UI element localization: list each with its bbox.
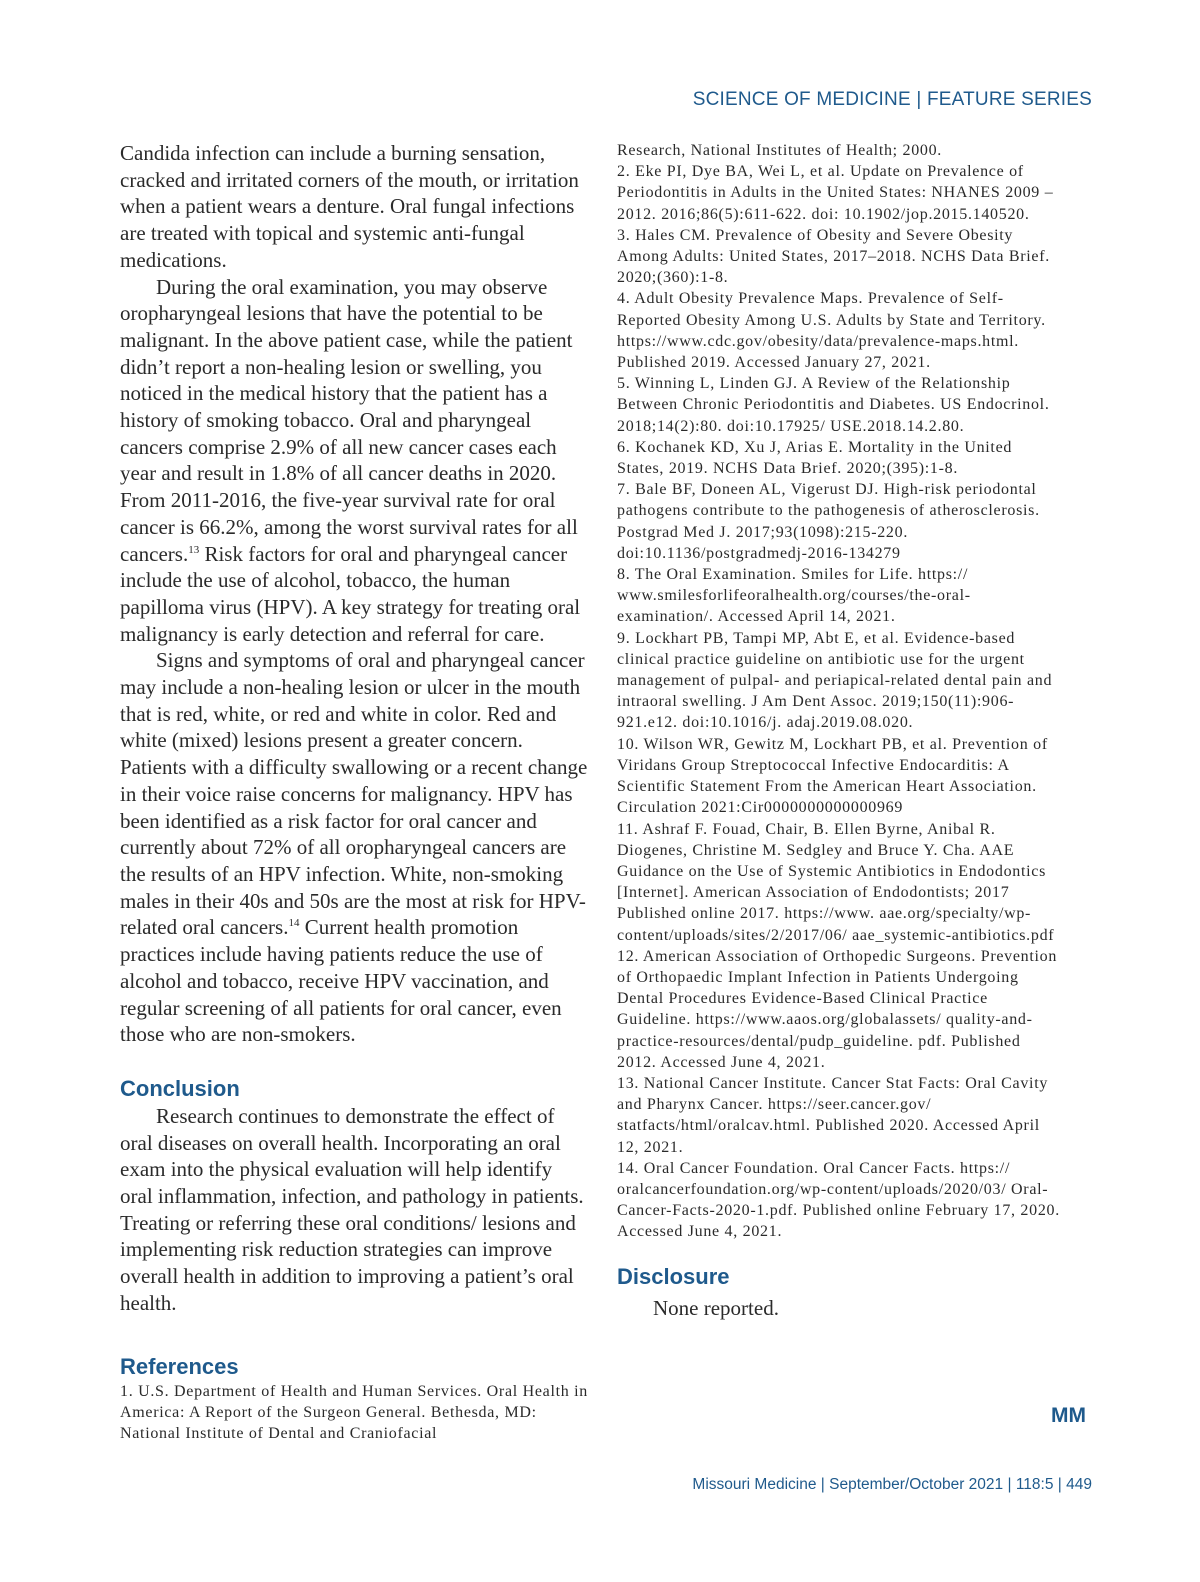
reference-item: Research, National Institutes of Health; 2000.: [617, 142, 943, 159]
right-column: [617, 140, 1062, 1322]
page-footer: [692, 1476, 1092, 1494]
citation-superscript: 14: [288, 917, 300, 930]
reference-item: 6. Kochanek KD, Xu J, Arias E. Mortality in the United States, 2019. NCHS Data Brief. 2020;(395):1-8.: [617, 438, 1013, 478]
reference-item: 4. Adult Obesity Prevalence Maps. Prevalence of Self-Reported Obesity Among U.S. Adults by State and Territory. https://www.cdc.gov/obesity/data/prevalence-maps.html. Published 2019. Accessed January 27, 2021.: [617, 290, 1046, 372]
footer-journal: Missouri Medicine: [692, 1476, 817, 1493]
reference-item: 10. Wilson WR, Gewitz M, Lockhart PB, et al. Prevention of Viridans Group Streptococcal Infective Endocarditis: A Scientific Statement From the American Heart Association. Circulation 2021:Cir0000000000000969: [617, 735, 1048, 817]
page-number: 449: [1066, 1476, 1092, 1493]
header-series: FEATURE SERIES: [926, 89, 1092, 110]
reference-item: 9. Lockhart PB, Tampi MP, Abt E, et al. Evidence-based clinical practice guideline on antibiotic use for the urgent management of pulpal- and periapical-related dental pain and intraoral swelling. J Am Dent Assoc. 2019;150(11):906-921.e12. doi:10.1016/j. adaj.2019.08.020.: [617, 629, 1053, 732]
body-paragraph: Signs and symptoms of oral and pharyngeal cancer may include a non-healing lesion or ulcer in the mouth that is red, white, or red and white in color. Red and white (mixed) lesions present a greater concern. Patients with a difficulty swallowing or a recent change in their voice raise concerns for malignancy. HPV has been identified as a risk factor for oral cancer and currently about 72% of all oropharyngeal cancers are the results of an HPV infection. White, non-smoking males in their 40s and 50s are the most at risk for HPV-related oral cancers.$^{14}$ Current health promotion practices include having patients reduce the use of alcohol and tobacco, receive HPV vaccination, and regular screening of all patients for oral cancer, even those who are non-smokers.: [120, 648, 588, 1047]
disclosure-heading: Disclosure: [617, 1263, 730, 1289]
footer-separator: |: [1007, 1476, 1012, 1493]
reference-item: 3. Hales CM. Prevalence of Obesity and Severe Obesity Among Adults: United States, 2017–2018. NCHS Data Brief. 2020;(360):1-8.: [617, 226, 1050, 287]
header-separator: |: [916, 89, 922, 110]
footer-issue: September/October 2021: [829, 1476, 1004, 1493]
references-list-right: [617, 140, 1062, 1243]
footer-separator: |: [820, 1476, 825, 1493]
reference-item: 14. Oral Cancer Foundation. Oral Cancer Facts. https:// oralcancerfoundation.org/wp-content/uploads/2020/03/ Oral-Cancer-Facts-2020-1.pdf. Published online February 17, 2020. Accessed June 4, 2021.: [617, 1159, 1060, 1241]
reference-item: 13. National Cancer Institute. Cancer Stat Facts: Oral Cavity and Pharynx Cancer. https://seer.cancer.gov/ statfacts/html/oralcav.html. Published 2020. Accessed April 12, 2021.: [617, 1074, 1049, 1156]
reference-item: 5. Winning L, Linden GJ. A Review of the Relationship Between Chronic Periodontitis and Diabetes. US Endocrinol. 2018;14(2):80. doi:10.17925/ USE.2018.14.2.80.: [617, 375, 1050, 435]
end-mark: MM: [1051, 1404, 1086, 1427]
left-column: [120, 140, 590, 1444]
body-paragraph: During the oral examination, you may observe oropharyngeal lesions that have the potential to be malignant. In the above patient case, while the patient didn’t report a non-healing lesion or swelling, you noticed in the medical history that the patient has a history of smoking tobacco. Oral and pharyngeal cancers comprise 2.9% of all new cancer cases each year and result in 1.8% of all cancer deaths in 2020. From 2011-2016, the five-year survival rate for oral cancer is 66.2%, among the worst survival rates for all cancers.$^{13}$ Risk factors for oral and pharyngeal cancer include the use of alcohol, tobacco, the human papilloma virus (HPV). A key strategy for treating oral malignancy is early detection and referral for care.: [120, 274, 581, 646]
reference-item: 8. The Oral Examination. Smiles for Life. https:// www.smilesforlifeoralhealth.org/courses/the-oral-examination/. Accessed April 14, 2021.: [617, 566, 971, 626]
running-header: [693, 89, 1092, 111]
conclusion-paragraph: Research continues to demonstrate the effect of oral diseases on overall health. Incorporating an oral exam into the physical evaluation will help identify oral inflammation, infection, and pathology in patients. Treating or referring these oral conditions/ lesions and implementing risk reduction strategies can improve overall health in addition to improving a patient’s oral health.: [120, 1103, 584, 1315]
footer-separator: |: [1057, 1476, 1062, 1493]
references-list-left: [120, 1381, 590, 1445]
footer-volume: 118:5: [1015, 1476, 1054, 1493]
citation-superscript: 13: [188, 543, 200, 556]
header-section: SCIENCE OF MEDICINE: [692, 89, 911, 110]
reference-item: 1. U.S. Department of Health and Human Services. Oral Health in America: A Report of the Surgeon General. Bethesda, MD: National Institute of Dental and Craniofacial: [120, 1382, 588, 1442]
reference-item: 12. American Association of Orthopedic Surgeons. Prevention of Orthopaedic Implant Infection in Patients Undergoing Dental Procedures Evidence-Based Clinical Practice Guideline. https://www.aaos.org/globalassets/ quality-and-practice-resources/dental/pudp_guideline. pdf. Published 2012. Accessed June 4, 2021.: [617, 947, 1058, 1071]
reference-item: 7. Bale BF, Doneen AL, Vigerust DJ. High-risk periodontal pathogens contribute to the pathogenesis of atherosclerosis. Postgrad Med J. 2017;93(1098):215-220. doi:10.1136/postgradmedj-2016-134279: [617, 481, 1040, 562]
references-heading: References: [120, 1353, 239, 1379]
body-paragraph: Candida infection can include a burning sensation, cracked and irritated corners of the mouth, or irritation when a patient wears a denture. Oral fungal infections are treated with topical and systemic anti-fungal medications.: [120, 141, 579, 272]
reference-item: 11. Ashraf F. Fouad, Chair, B. Ellen Byrne, Anibal R. Diogenes, Christine M. Sedgley and Bruce Y. Cha. AAE Guidance on the Use of Systemic Antibiotics in Endodontics [Internet]. American Association of Endodontists; 2017 Published online 2017. https://www. aae.org/specialty/wp-content/uploads/sites/2/2017/06/ aae_systemic-antibiotics.pdf: [617, 820, 1055, 944]
reference-item: 2. Eke PI, Dye BA, Wei L, et al. Update on Prevalence of Periodontitis in Adults in the United States: NHANES 2009 – 2012. 2016;86(5):611-622. doi: 10.1902/jop.2015.140520.: [617, 163, 1054, 223]
disclosure-text: None reported.: [653, 1295, 779, 1320]
conclusion-heading: Conclusion: [120, 1075, 240, 1101]
